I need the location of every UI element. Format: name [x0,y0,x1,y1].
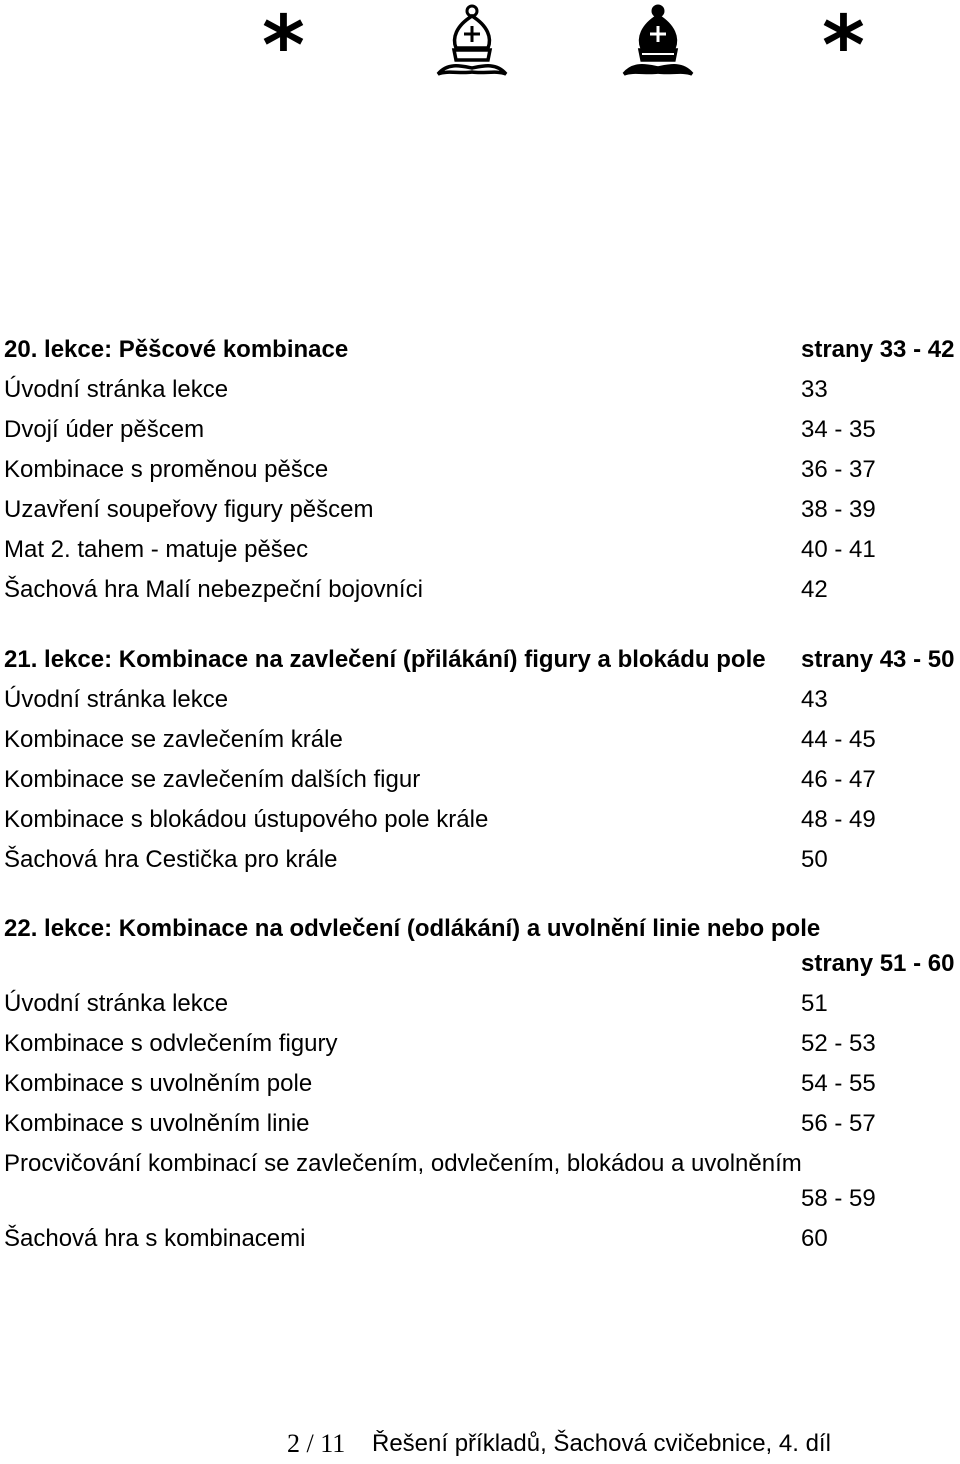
black-bishop-icon [620,4,696,82]
toc-item-pages: 43 [801,686,828,713]
toc-item [4,723,960,757]
toc-item [4,803,960,837]
toc-item-title: Mat 2. tahem - matuje pěšec [4,536,309,563]
section-pages: strany 51 - 60 [801,950,955,977]
section-heading [4,333,960,367]
section-heading [4,643,960,677]
toc-item-title: Šachová hra s kombinacemi [4,1225,306,1252]
document-title: Řešení příkladů, Šachová cvičebnice, 4. díl [372,1430,831,1457]
toc-item-pages: 51 [801,990,828,1017]
toc-item [4,1067,960,1101]
toc-item-pages-row [4,1182,960,1216]
toc-item-pages: 34 - 35 [801,416,876,443]
toc-item [4,763,960,797]
toc-item [4,1107,960,1141]
toc-item-title: Úvodní stránka lekce [4,686,229,713]
toc-item-title: Procvičování kombinací se zavlečením, odvlečením, blokádou a uvolněním [4,1150,802,1177]
toc-item [4,413,960,447]
toc-item-title: Úvodní stránka lekce [4,990,229,1017]
toc-item-title: Uzavření soupeřovy figury pěšcem [4,496,374,523]
toc-item-pages: 44 - 45 [801,726,876,753]
toc-item-title: Kombinace s proměnou pěšce [4,456,329,483]
section-title: 22. lekce: Kombinace na odvlečení (odlákání) a uvolnění linie nebo pole [4,915,821,942]
toc-item-pages: 56 - 57 [801,1110,876,1137]
toc-item-title: Kombinace s uvolněním linie [4,1110,310,1137]
section-title: 20. lekce: Pěšcové kombinace [4,336,349,363]
toc-item-pages: 50 [801,846,828,873]
toc-item-title: Šachová hra Cestička pro krále [4,846,338,873]
toc-item-pages: 58 - 59 [801,1185,876,1212]
toc-item-pages: 42 [801,576,828,603]
page-header [0,0,960,94]
toc-item [4,987,960,1021]
toc-item [4,1027,960,1061]
toc-item-title: Dvojí úder pěšcem [4,416,205,443]
toc-item-title: Kombinace s odvlečením figury [4,1030,338,1057]
section-heading-pages-row [4,947,960,981]
section-pages: strany 33 - 42 [801,336,955,363]
white-bishop-icon [434,4,510,82]
toc-item-title: Kombinace se zavlečením dalších figur [4,766,421,793]
page-number: 2 / 11 [287,1429,346,1458]
toc-item-pages: 36 - 37 [801,456,876,483]
section-heading [4,912,960,946]
toc-item-pages: 33 [801,376,828,403]
asterisk-left-icon: * [262,0,305,94]
toc-item [4,1222,960,1256]
toc-item-title: Šachová hra Malí nebezpeční bojovníci [4,576,423,603]
toc-item [4,1147,960,1181]
toc-item-title: Kombinace se zavlečením krále [4,726,343,753]
toc-item [4,493,960,527]
toc-item-pages: 46 - 47 [801,766,876,793]
toc-item-title: Úvodní stránka lekce [4,376,229,403]
page-footer [0,1424,960,1464]
toc-item [4,533,960,567]
toc-item [4,453,960,487]
toc-item-pages: 48 - 49 [801,806,876,833]
toc-item-pages: 52 - 53 [801,1030,876,1057]
asterisk-right-icon: * [822,0,865,94]
toc-item [4,573,960,607]
toc-item [4,843,960,877]
toc-item-pages: 60 [801,1225,828,1252]
toc-item-pages: 54 - 55 [801,1070,876,1097]
section-pages: strany 43 - 50 [801,646,955,673]
toc-item-title: Kombinace s blokádou ústupového pole krále [4,806,489,833]
toc-item [4,373,960,407]
toc-item [4,683,960,717]
section-title: 21. lekce: Kombinace na zavlečení (přilákání) figury a blokádu pole [4,646,766,673]
toc-item-pages: 40 - 41 [801,536,876,563]
toc-item-title: Kombinace s uvolněním pole [4,1070,313,1097]
toc-item-pages: 38 - 39 [801,496,876,523]
